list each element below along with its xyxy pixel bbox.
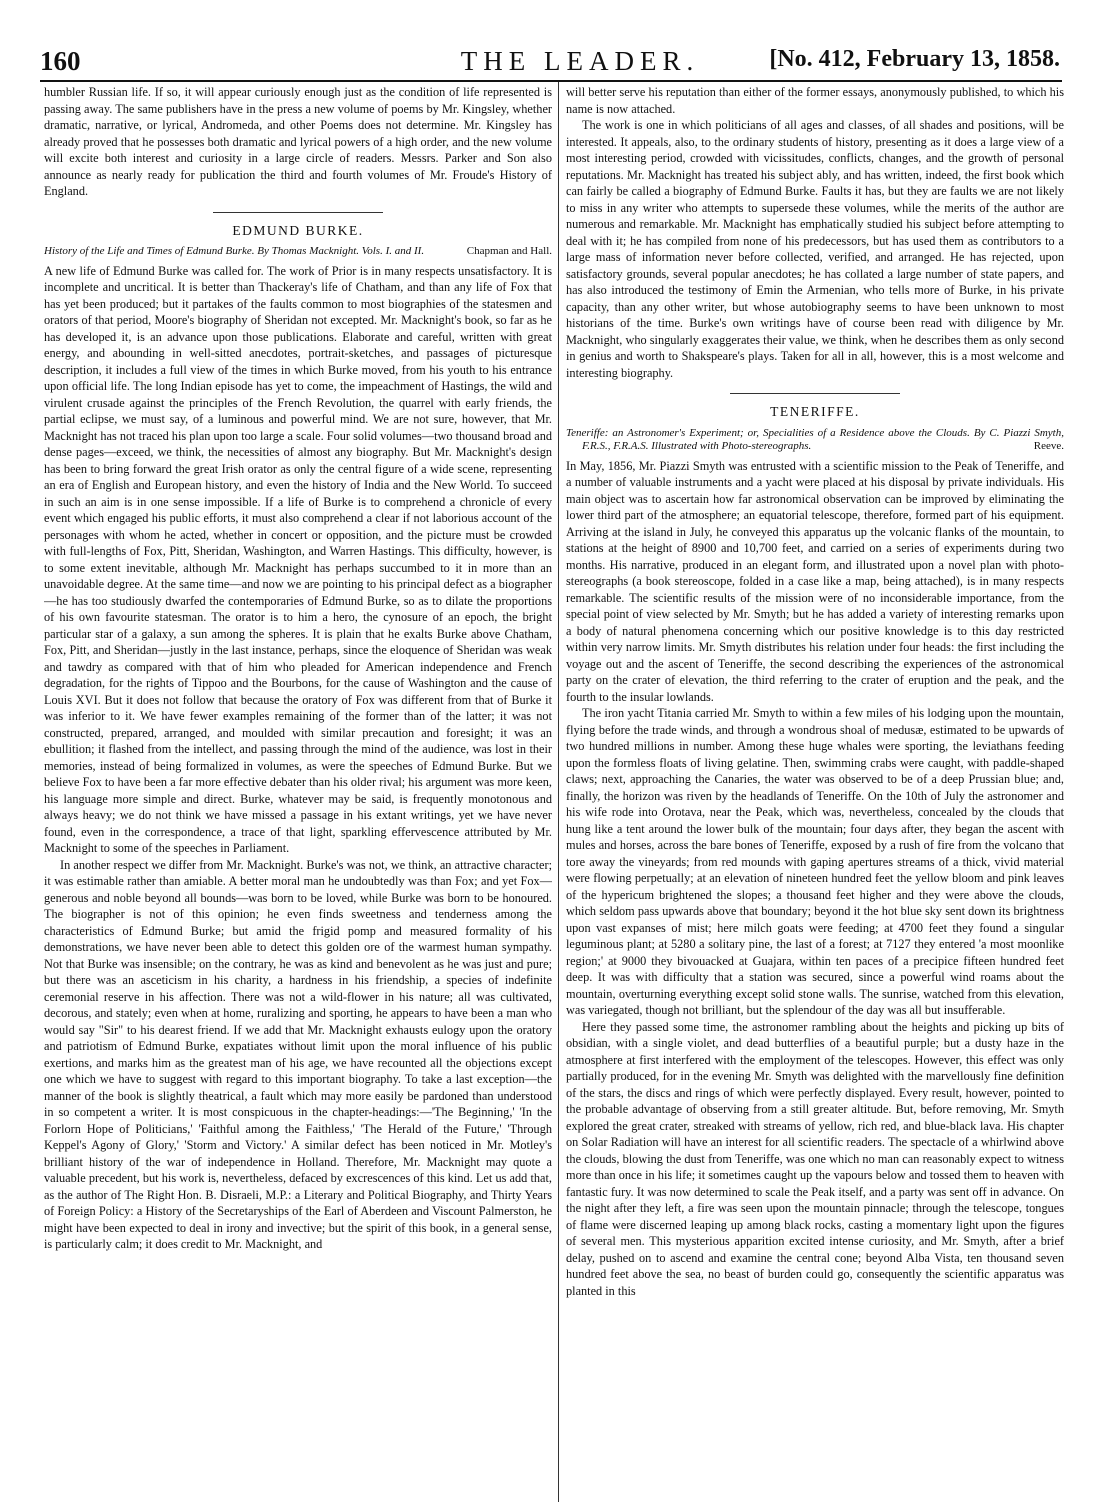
issue-info: [No. 412, February 13, 1858. <box>769 46 1060 72</box>
burke-paragraph-3: The work is one in which politicians of all ages and classes, of all shades and positions, will be interested. It appeals, also, to the ordinary students of history, presenting as it does a large view of a most interesting period, crowded with vicissitudes, conflicts, changes, and the growth of personal reputations. Mr. Macknight has treated his subject ably, and has written, indeed, the first book which can fairly be called a biography of Edmund Burke. Faults it has, but they are faults we are not likely to miss in any writer who attempts to supersede these volumes, while the merits of the author are numerous and remarkable. Mr. Macknight has emphatically studied his subject before attempting to deal with it; he has compiled from none of his predecessors, but has used them as contributors to a large mass of information never before collected, verified, and arranged. He has rejected, upon satisfactory grounds, several popular anecdotes; he has collated a large number of state papers, and has also introduced the testimony of Emin the Armenian, who tells more of Burke, in his private capacity, than any other writer, but whose autobiography seems to have been unknown to most historians of the time. Burke's own writings have of course been read with diligence by Mr. Macknight, who singularly exaggerates their value, we think, when he describes them as only second in genius and worth to Shakspeare's plays. Taken for all in all, however, this is a most welcome and interesting biography. <box>566 118 1064 380</box>
citation-teneriffe <box>566 427 1064 454</box>
citation-text: Teneriffe: an Astronomer's Experiment; or, Specialities of a Residence above the Clouds. By C. Piazzi Smyth, F.R.S., F.R.A.S. Illustrated with Photo-stereographs. <box>566 426 1064 452</box>
citation-publisher: Reeve. <box>1033 440 1064 452</box>
continued-paragraph: will better serve his reputation than either of the former essays, anonymously published, to which his name is now attached. <box>566 85 1064 116</box>
header-rule <box>40 80 1062 82</box>
right-column <box>566 84 1064 1504</box>
section-separator <box>730 393 900 394</box>
column-rule <box>558 82 559 1502</box>
section-title-burke: EDMUND BURKE. <box>232 222 364 238</box>
teneriffe-paragraph-3: Here they passed some time, the astronomer rambling about the heights and picking up bits of obsidian, with a single violet, and dead butterflies of a beautiful purple; but a dusty haze in the atmosphere at first interfered with the employment of the telescopes. However, this effect was only partially produced, for in the evening Mr. Smyth was delighted with the marvellously fine definition of the stars, the discs and rings of which were perfectly displayed. Every result, however, pointed to the probable advantage of observing from a still greater altitude. But, before removing, Mr. Smyth explored the great crater, streaked with streams of yellow, rich red, and blue-black lava. His chapter on Solar Radiation will have an interest for all scientific readers. The spectacle of a whirlwind above the clouds, blowing the dust from Teneriffe, was one which no man can reasonably expect to witness more than once in his life; it sometimes caught up the vapours below and tossed them to heaven with fantastic fury. It was now determined to scale the Peak itself, and a party was sent off in advance. On the night after they left, a fire was seen upon the mountain pinnacle; through the telescope, tongues of flame were discerned leaping up among black rocks, casting a momentary light upon the figures of several men. This mysterious apparition excited intense curiosity, and Mr. Smyth, after a brief delay, pushed on to ascend and examine the central cone; beyond Alba Vista, ten thousand seven hundred feet above the sea, no beast of burden could go, consequently the scientific apparatus was planted in this <box>566 1019 1064 1298</box>
page-number: 160 <box>40 46 81 76</box>
teneriffe-paragraph-1: In May, 1856, Mr. Piazzi Smyth was entrusted with a scientific mission to the Peak of Teneriffe, and a number of valuable instruments and a yacht were placed at his disposal by private individuals. His main object was to ascertain how far astronomical observation can be improved by eliminating the lower third part of the atmosphere; an equatorial telescope, therefore, formed part of his equipment. Arriving at the island in July, he conveyed this apparatus up the volcanic flanks of the mountain, to stations at the height of 8900 and 10,700 feet, and carried on a series of experiments during two months. His narrative, produced in an elegant form, and illustrated upon a novel plan with photo-stereographs (a book stereoscope, folded in a case like a map, being attached), is in many respects remarkable. The scientific results of the mission were of no inconsiderable importance, from the special point of view selected by Mr. Smyth; but he has added a variety of interesting remarks upon a body of natural phenomena concerning which our positive knowledge is to this day restricted within very narrow limits. Mr. Smyth distributes his relation under four heads: the first including the voyage out and the ascent of Teneriffe, the second describing the experiences of the astronomical party on the crater of elevation, the third referring to the crater of eruption and the peak, and the fourth to the insular lowlands. <box>566 458 1064 704</box>
left-column <box>44 84 552 1504</box>
citation-burke <box>44 245 552 259</box>
burke-paragraph-1: A new life of Edmund Burke was called for. The work of Prior is in many respects unsatisfactory. It is incomplete and uncritical. It is better than Thackeray's life of Chatham, and than any life of Fox that has yet been produced; but it partakes of the faults common to most biographies of the statesmen and orators of that period, Moore's biography of Sheridan not excepted. Mr. Macknight's book, so far as he has developed it, is an advance upon those publications. Elaborate and careful, written with great energy, and abounding in well-sitted anecdotes, portrait-sketches, and passages of picturesque description, it includes a full view of the times in which Burke moved, from his youth to his entrance upon official life. The long Indian episode has yet to come, the impeachment of Hastings, the wild and virulent crusade against the principles of the French Revolution, the quarrel with early friends, the partial eclipse, we must say, of a luminous and powerful mind. We are not sure, however, that Mr. Macknight has not traced his plan upon too large a scale. Four solid volumes—two thousand broad and dense pages—exceed, we think, the necessities of almost any biography. But Mr. Macknight's design has been to bring forward the great Irish orator as only the central figure of a wide scene, representing an era of English and European history, and even the history of India and the New World. To succeed in such an aim is in one sense impossible. If a life of Burke is to comprehend a chronicle of every event which engaged his public efforts, it must also comprehend a clear if not laborious account of the personages with whom he acted, whether in concert or opposition, and the picture must be crowded with full-lengths of Fox, Pitt, Sheridan, Washington, and Warren Hastings. This difficulty, however, is to some extent inevitable, although Mr. Macknight has perhaps succumbed to it in more than an unavoidable degree. At the same time—and now we are pointing to his principal defect as a biographer—he has too studiously dwarfed the contemporaries of Edmund Burke, so as to dilate the proportions of his own favourite statesman. The orator is to him a hero, the cynosure of an epoch, the bright particular star of a galaxy, a sun among the spheres. It is plain that he exalts Burke above Chatham, Fox, Pitt, and Sheridan—justly in the last instance, perhaps, since the eloquence of Sheridan was weak and tawdry as compared with that of him who pleaded for American independence and French degradation, for the rights of Tippoo and the Bourbons, for the cause of Washington and the cause of Louis XVI. But it does not follow that because the oratory of Fox was different from that of Burke it was inferior to it. We have fewer examples remaining of the former than of the latter; it was not constructed, prepared, arranged, and moulded with similar precaution and foresight; it was an ebullition; it flashed from the intellect, and passing through the mind of the audience, was lost in their memories, instead of being formalized in volumes, as were the speeches of Edmund Burke. But we believe Fox to have been a far more effective debater than his older rival; his argument was more keen, his language more simple and direct. Burke, whatever may be said, is frequently monotonous and always heavy; we do not think we have missed a passage in his extant writings, yet we have never found, even in the correspondence, a trace of that light, sparkling effervescence attributed by Mr. Macknight to some of the speeches in Parliament. <box>44 263 552 855</box>
masthead <box>40 44 1060 84</box>
intro-paragraph: humbler Russian life. If so, it will appear curiously enough just as the condition of life represented is passing away. The same publishers have in the press a new volume of poems by Mr. Kingsley, whether dramatic, narrative, or lyrical, Andromeda, and other Poems does not determine. Mr. Kingsley has already proved that he possesses both dramatic and lyrical powers of a high order, and the new volume will excite both interest and curiosity in a large circle of readers. Messrs. Parker and Son also announce as nearly ready for publication the third and fourth volumes of Mr. Froude's History of England. <box>44 85 552 198</box>
section-separator <box>213 212 383 213</box>
citation-publisher: Chapman and Hall. <box>466 245 552 257</box>
burke-paragraph-2: In another respect we differ from Mr. Macknight. Burke's was not, we think, an attractive character; it was estimable rather than amiable. A better moral man he undoubtedly was than Fox; and yet Fox—generous and noble beyond all bounds—was born to be loved, while Burke was born to be honoured. The biographer is not of this opinion; he even finds sweetness and tenderness among the characteristics of Edmund Burke; but amid the frigid pomp and measured formality of his demonstrations, we have never been able to detect this golden ore of the warmest human sympathy. Not that Burke was insensible; on the contrary, he was as kind and benevolent as he was just and pure; but there was an asceticism in his charity, a hardness in his friendship, a species of indefinite ceremonial reserve in his affection. There was not a wild-flower in his nature; all was cultivated, decorous, and stately; even when at home, ruralizing and sporting, he appears to have been a man who would say "Sir" to his dearest friend. If we add that Mr. Macknight exhausts eulogy upon the oratory and patriotism of Edmund Burke, expatiates without limit upon the moral influence of his public exertions, and marks him as the greatest man of his age, we have recounted all the objections except one which we have to suggest with regard to this important biography. To take a last exception—the manner of the book is slightly theatrical, a fault which may more easily be pardoned than understood in so competent a writer. It is most conspicuous in the chapter-headings:—'The Beginning,' 'In the Forlorn Hope of Politicians,' 'Faithful among the Faithless,' 'The Herald of the Future,' 'Through Keppel's Agony of Glory,' 'Storm and Victory.' A similar defect has been noticed in Mr. Motley's brilliant history of the war of independence in Holland. Therefore, Mr. Macknight may quote a valuable precedent, but his work is, nevertheless, defaced by excrescences of this kind. Let us add that, as the author of The Right Hon. B. Disraeli, M.P.: a Literary and Political Biography, and Thirty Years of Foreign Policy: a History of the Secretaryships of the Earl of Aberdeen and Viscount Palmerston, he might have been expected to deal in irony and invective; but the spirit of this book, in a general sense, is particularly calm; it does credit to Mr. Macknight, and <box>44 857 552 1251</box>
newspaper-title: THE LEADER. <box>460 46 700 76</box>
teneriffe-paragraph-2: The iron yacht Titania carried Mr. Smyth to within a few miles of his lodging upon the mountain, flying before the trade winds, and through a wondrous shoal of medusæ, estimated to be upwards of two hundred millions in number. Among these huge whales were sporting, the leviathans feeding upon the formless floats of living gelatine. Then, swimming crabs were caught, with paddle-shaped claws; next, approaching the Canaries, the water was observed to be of a deep Prussian blue; and, finally, the horizon was riven by the headlands of Teneriffe. On the 10th of July the astronomer and his wife rode into Orotava, near the Peak, which was, nevertheless, concealed by the clouds that hung like a tent around the lower bulk of the mountain; four days after, they began the ascent with mules and horses, across the bare bones of Teneriffe, exposed by a rush of fire from the volcano that tore away the vineyards; from red mounds with gaping apertures streams of a thick, vivid material were flowing perpetually; at an elevation of nineteen hundred feet the yellow bloom and pink leaves of the hypericum brightened the slopes; a thousand feet higher and they were above the clouds, which seldom pass upwards above that boundary; beyond it the hot blue sky sent down its brightness upon vast expanses of mist; here milch goats were feeding; at 4700 feet they found a singular leguminous plant; at 5280 a solitary pine, the last of a forest; at 7127 they entered 'a most moonlike region;' at 9000 they bivouacked at Guajara, within ten paces of a precipice fifteen hundred feet deep. It was with difficulty that a station was secured, since a powerful wind roams about the mountain, overturning everything except solid stone walls. The sunrise, watched from this elevation, was variegated, though not brilliant, but the splendour of the day was all but insufferable. <box>566 706 1064 1017</box>
citation-text: History of the Life and Times of Edmund Burke. By Thomas Macknight. Vols. I. and II. <box>44 245 425 257</box>
section-title-teneriffe: TENERIFFE. <box>770 404 860 419</box>
